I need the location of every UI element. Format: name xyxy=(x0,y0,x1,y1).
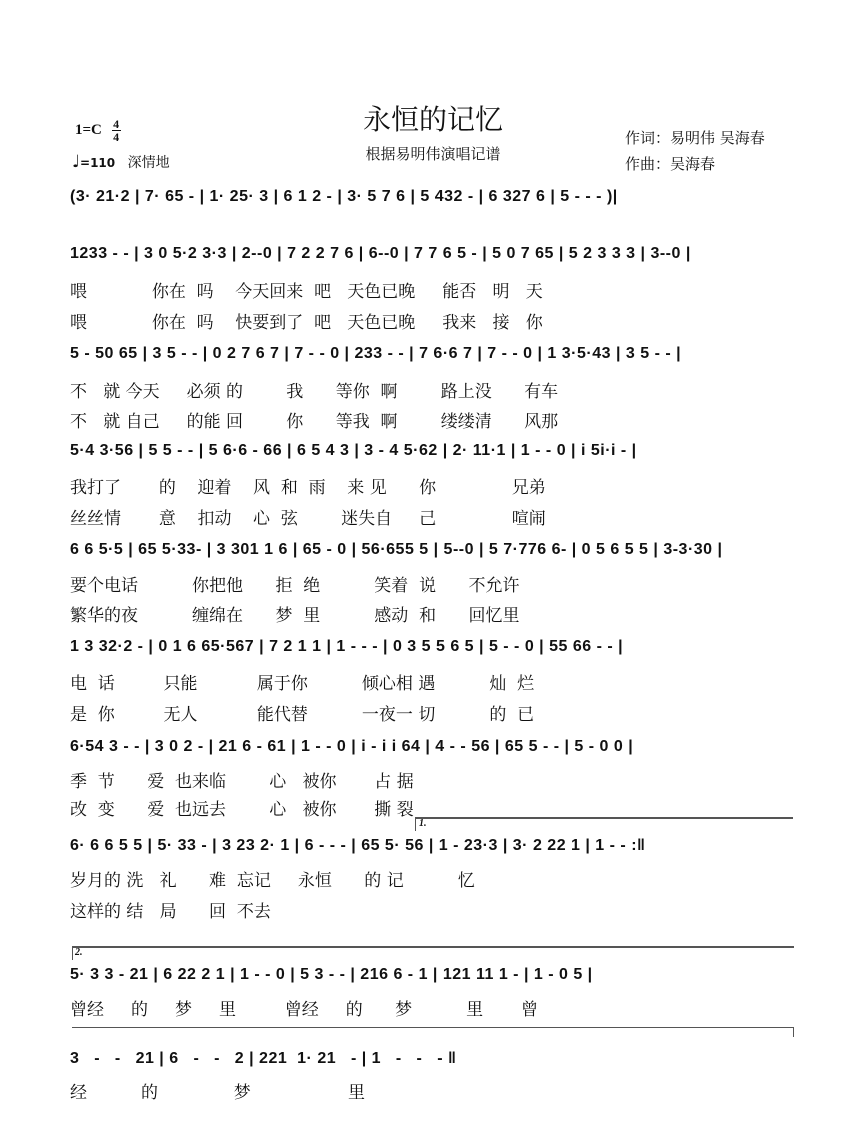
lyric-verse-1: 电 话 只能 属于你 倾心相 遇 灿 烂 xyxy=(70,674,535,694)
lyric-verse-1: 曾经 的 梦 里 曾经 的 梦 里 曾 xyxy=(70,1000,538,1020)
expression-mark: 深情地 xyxy=(127,155,170,171)
song-subtitle: 根据易明伟演唱记谱 xyxy=(365,145,501,163)
lyric-verse-1: 经 的 梦 里 xyxy=(70,1083,365,1103)
lyric-verse-2: 这样的 结 局 回 不去 xyxy=(70,902,271,922)
tempo-value: =110 xyxy=(80,156,116,170)
notes-line: 6· 6 6 5 5 | 5· 33 - | 3 23 2· 1 | 6 - - - | 65 5· 56 | 1 - 23·3 | 3· 2 22 1 | 1 - - :‖ xyxy=(70,837,646,854)
lyric-verse-2: 不 就 自己 的能 回 你 等我 啊 缕缕清 风那 xyxy=(70,412,559,432)
second-ending-bracket-left xyxy=(72,946,73,960)
first-ending-bracket-left xyxy=(415,817,416,831)
lyric-verse-2: 繁华的夜 缠绵在 梦 里 感动 和 回忆里 xyxy=(70,606,520,626)
notes-line: 5· 3 3 - 21 | 6 22 2 1 | 1 - - 0 | 5 3 - - | 216 6 - 1 | 121 11 1 - | 1 - 0 5 | xyxy=(70,966,593,983)
lyric-verse-2: 丝丝情 意 扣动 心 弦 迷失自 己 喧闹 xyxy=(70,509,546,529)
quarter-note-icon: ♩ xyxy=(72,152,81,172)
notes-line: 3 - - 21 | 6 - - 2 | 221 1· 21 - | 1 - - - ‖ xyxy=(70,1050,457,1067)
time-sig-bottom: 4 xyxy=(113,130,120,144)
second-ending-bracket xyxy=(72,946,794,948)
second-ending-label: 2. xyxy=(75,947,83,958)
notes-line: 1233 - - | 3 0 5·2 3·3 | 2--0 | 7 2 2 7 6 | 6--0 | 7 7 6 5 - | 5 0 7 65 | 5 2 3 3 3 | 3--0 | xyxy=(70,245,691,262)
ending-divider xyxy=(72,1027,794,1028)
notes-line: 5 - 50 65 | 3 5 - - | 0 2 7 6 7 | 7 - - 0 | 233 - - | 7 6·6 7 | 7 - - 0 | 1 3·5·43 | 3 5 - - | xyxy=(70,345,682,362)
lyricist-credit: 作词：易明伟 吴海春 xyxy=(625,129,765,147)
first-ending-label: 1. xyxy=(419,818,427,829)
lyric-verse-1: 喂 你在 吗 今天回来 吧 天色已晚 能否 明 天 xyxy=(70,282,543,302)
notes-line: (3· 21·2 | 7· 65 - | 1· 25· 3 | 6 1 2 - | 3· 5 7 6 | 5 432 - | 6 327 6 | 5 - - - )| xyxy=(70,188,618,205)
lyric-verse-1: 我打了 的 迎着 风 和 雨 来 见 你 兄弟 xyxy=(70,478,546,498)
lyric-verse-1: 岁月的 洗 礼 难 忘记 永恒 的 记 忆 xyxy=(70,871,475,891)
lyric-verse-2: 改 变 爱 也远去 心 被你 撕 裂 xyxy=(70,800,414,820)
key-label: 1=C xyxy=(75,121,102,138)
notes-line: 6 6 5·5 | 65 5·33- | 3 301 1 6 | 65 - 0 | 56·655 5 | 5--0 | 5 7·776 6- | 0 5 6 5 5 | 3-3·30 | xyxy=(70,541,723,558)
lyric-verse-1: 季 节 爱 也来临 心 被你 占 据 xyxy=(70,772,414,792)
notes-line: 5·4 3·56 | 5 5 - - | 5 6·6 - 66 | 6 5 4 3 | 3 - 4 5·62 | 2· 11·1 | 1 - - 0 | i 5i·i - | xyxy=(70,442,637,459)
composer-credit: 作曲：吴海春 xyxy=(625,155,716,173)
lyric-verse-2: 喂 你在 吗 快要到了 吧 天色已晚 我来 接 你 xyxy=(70,313,543,333)
lyric-verse-1: 不 就 今天 必须 的 我 等你 啊 路上没 有车 xyxy=(70,382,559,402)
song-title: 永恒的记忆 xyxy=(362,103,503,136)
credits xyxy=(625,125,765,177)
notes-line: 6·54 3 - - | 3 0 2 - | 21 6 - 61 | 1 - - 0 | i - i i 64 | 4 - - 56 | 65 5 - - | 5 - 0 0 | xyxy=(70,738,634,755)
notes-line: 1 3 32·2 - | 0 1 6 65·567 | 7 2 1 1 | 1 - - - | 0 3 5 5 6 5 | 5 - - 0 | 55 66 - - | xyxy=(70,638,624,655)
ending-divider-right xyxy=(793,1027,794,1037)
lyric-verse-1: 要个电话 你把他 拒 绝 笑着 说 不允许 xyxy=(70,576,520,596)
lyric-verse-2: 是 你 无人 能代替 一夜一 切 的 已 xyxy=(70,705,535,725)
first-ending-bracket xyxy=(415,817,793,819)
time-sig-top: 4 xyxy=(113,117,120,131)
